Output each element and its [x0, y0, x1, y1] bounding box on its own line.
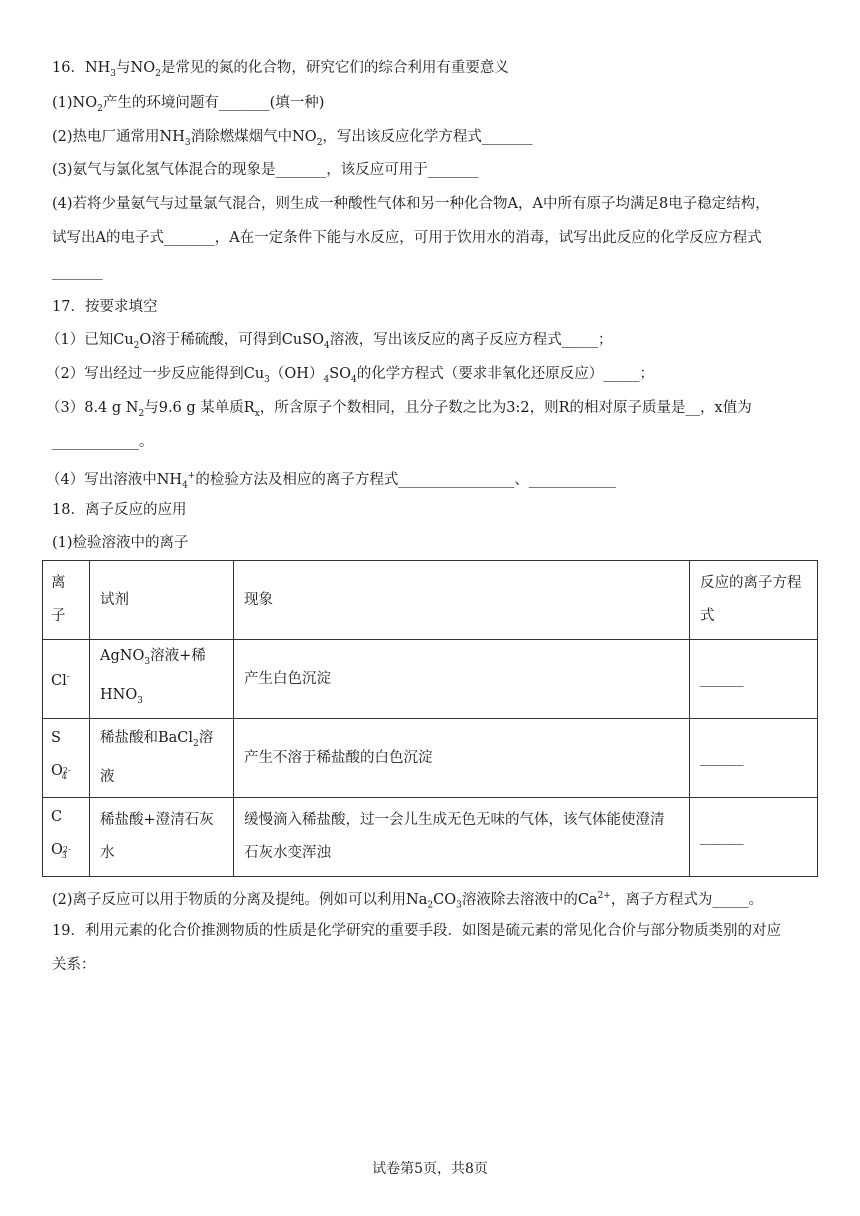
page-footer: 试卷第5页，共8页: [372, 1161, 488, 1177]
q16-part4-line3: _______: [52, 264, 103, 280]
q17-part1: （1）已知$Cu_2O$溶于稀硫酸，可得到CuSO$_4$溶液，写出该反应的离子反应方程式_____；: [46, 332, 613, 351]
q17-title: 17．按要求填空: [52, 299, 158, 315]
cell-phenomenon: 产生不溶于稀盐酸的白色沉淀: [234, 719, 690, 798]
ion-test-table: [42, 560, 818, 877]
q16-part1: $(1)NO_2$产生的环境问题有_______(填一种): [52, 95, 325, 114]
cell-equation: ______: [690, 640, 818, 719]
q17-part3-line2: ____________。: [52, 434, 154, 450]
cell-ion: S $O_{2-4}$: [43, 719, 90, 798]
table-header-row: [43, 561, 818, 640]
q16-part3: (3)氨气与氯化氢气体混合的现象是_______，该反应可用于_______: [52, 162, 479, 178]
q17-part3-line1: （3）8.4 g $N_2$与9.6 g 某单质$R_x$，所含原子个数相同，且分子数之比为3:2，则R的相对原子质量是__，x值为: [46, 400, 752, 419]
table-row: [43, 640, 818, 719]
q16-part4-line1: (4)若将少量氨气与过量氯气混合，则生成一种酸性气体和另一种化合物A，A中所有原子均满足8电子稳定结构，: [52, 196, 770, 212]
q17-part2: （2）写出经过一步反应能得到$Cu_3(OH)_4SO_4$的化学方程式（要求非氧化还原反应）_____；: [46, 366, 654, 385]
cell-equation: ______: [690, 719, 818, 798]
header-ion: 离 子: [43, 561, 90, 640]
header-phenomenon: 现象: [234, 561, 690, 640]
q19-line1: 19．利用元素的化合价推测物质的性质是化学研究的重要手段．如图是硫元素的常见化合价与部分物质类别的对应: [52, 923, 781, 939]
q17-part4: （4）写出溶液中$NH_4^+$的检验方法及相应的离子方程式________________、____________: [46, 471, 616, 491]
header-reagent: 试剂: [90, 561, 234, 640]
cell-equation: ______: [690, 798, 818, 877]
q19-line2: 关系：: [52, 957, 96, 973]
cell-phenomenon: 缓慢滴入稀盐酸，过一会儿生成无色无味的气体，该气体能使澄清 石灰水变浑浊: [234, 798, 690, 877]
cell-ion: Cl-: [43, 640, 90, 719]
cell-ion: C $O_{2-3}$: [43, 798, 90, 877]
table-row: [43, 719, 818, 798]
cell-reagent: AgNO$_3$溶液+稀 $HNO_3$: [90, 640, 234, 719]
cell-reagent: 稀盐酸+澄清石灰 水: [90, 798, 234, 877]
q18-sub2: (2)离子反应可以用于物质的分离及提纯。例如可以利用$Na_2CO_3$溶液除去溶液中的$Ca^{2+}$，离子方程式为_____。: [52, 891, 764, 911]
cell-phenomenon: 产生白色沉淀: [234, 640, 690, 719]
cell-reagent: 稀盐酸和BaCl$_2$溶 液: [90, 719, 234, 798]
q16-part2: (2)热电厂通常用$NH_3$消除燃煤烟气中$NO_2$，写出该反应化学方程式_______: [52, 129, 533, 148]
q18-title: 18．离子反应的应用: [52, 502, 187, 518]
table-row: [43, 798, 818, 877]
header-equation: 反应的离子方程 式: [690, 561, 818, 640]
q18-sub1: (1)检验溶液中的离子: [52, 535, 189, 551]
q16-title: 16．$NH_3$与$NO_2$是常见的氮的化合物，研究它们的综合利用有重要意义: [52, 60, 509, 79]
q16-part4-line2: 试写出A的电子式_______，A在一定条件下能与水反应，可用于饮用水的消毒，试写出此反应的化学反应方程式: [52, 230, 762, 246]
